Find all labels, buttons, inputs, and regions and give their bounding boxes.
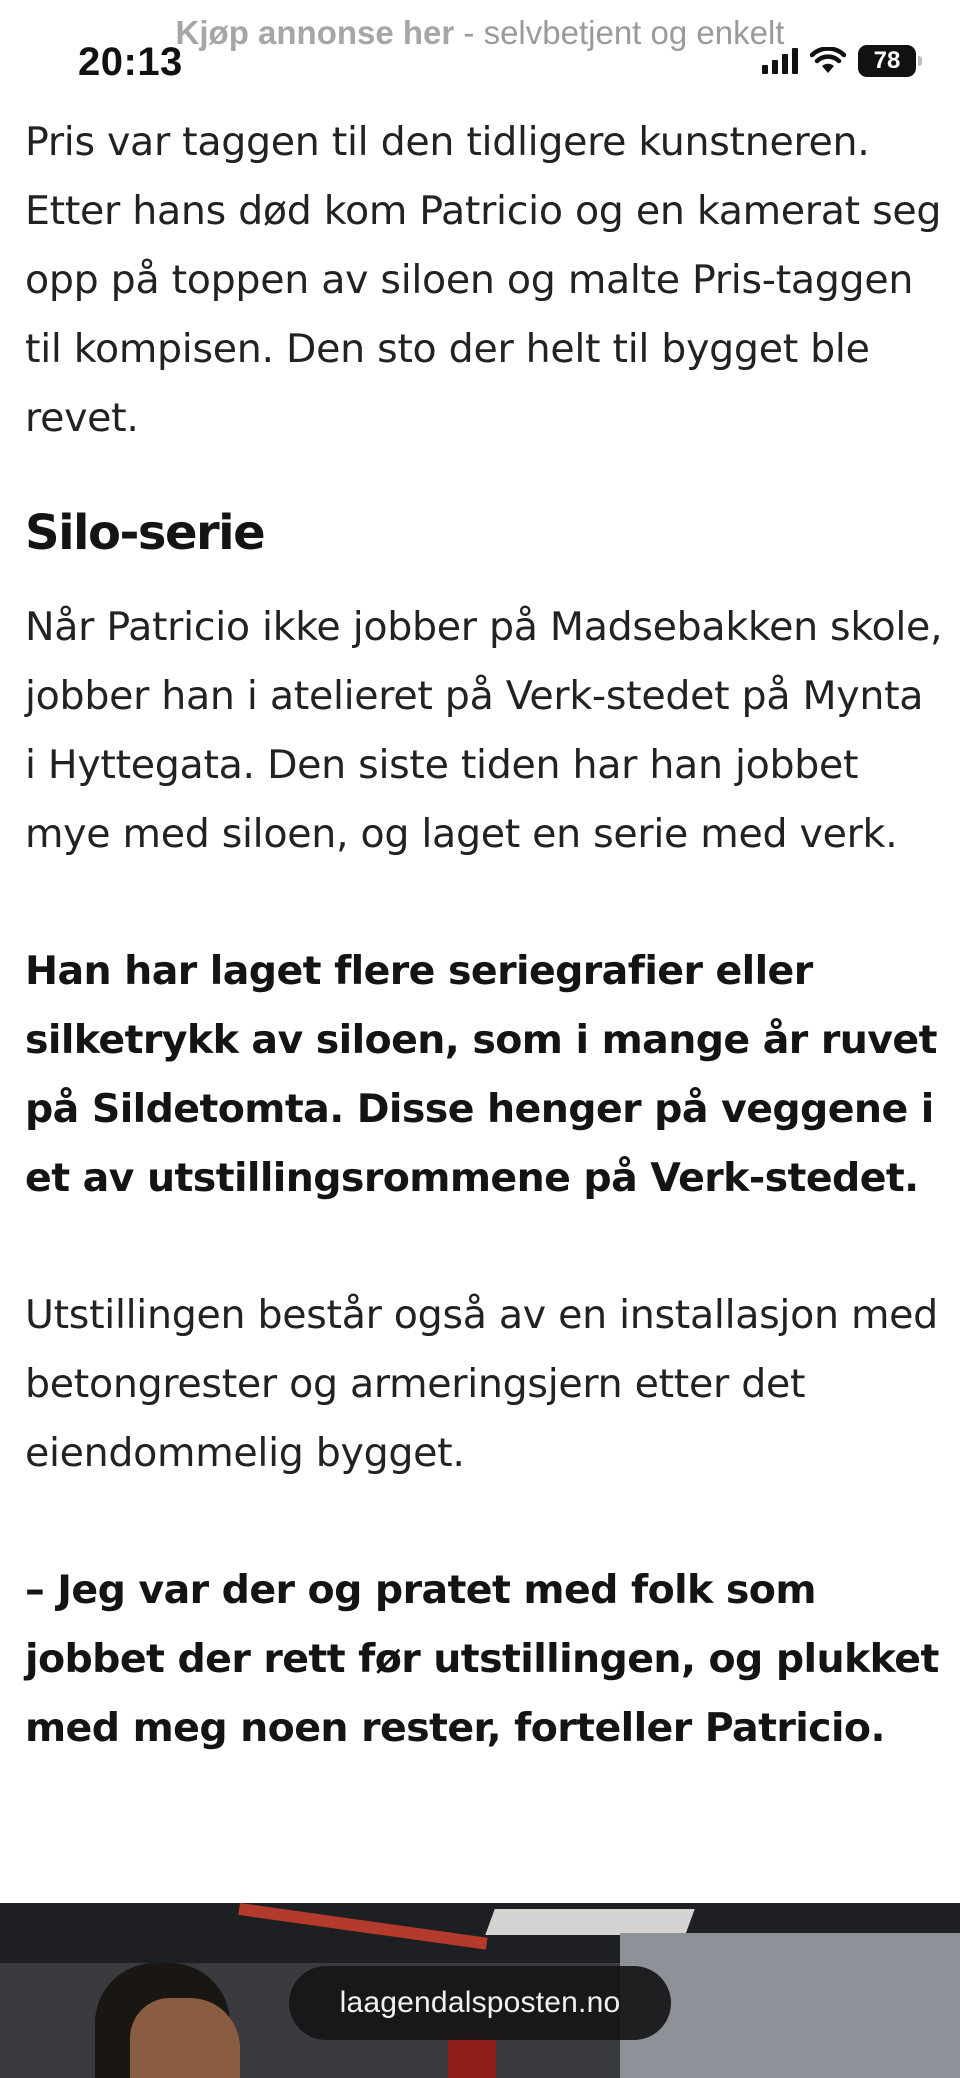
article-subheading: Silo-serie bbox=[25, 505, 265, 561]
photo-ceiling-light bbox=[485, 1909, 694, 1935]
wifi-icon bbox=[810, 47, 846, 75]
ad-banner-title[interactable]: Kjøp annonse her bbox=[175, 14, 455, 51]
article-quote: – Jeg var der og pratet med folk som jobbet der rett før utstillingen, og plukket med meg noen rester, forteller Patricio. bbox=[25, 1567, 939, 1751]
paragraph-spacer bbox=[25, 1488, 945, 1556]
ad-banner-subtitle: - selvbetjent og enkelt bbox=[454, 14, 785, 51]
article-paragraph: Når Patricio ikke jobber på Madsebakken skole, jobber han i atelieret på Verk-stedet på Mynta i Hyttegata. Den siste tiden har han jobbet mye med siloen, og laget en serie med verk. bbox=[25, 604, 943, 857]
cellular-signal-icon bbox=[762, 48, 798, 74]
browser-url-bar[interactable] bbox=[289, 1966, 671, 2040]
battery-icon bbox=[858, 45, 916, 77]
status-time: 20:13 bbox=[78, 40, 183, 84]
article-body bbox=[25, 108, 945, 1763]
article-paragraph: Utstillingen består også av en installasjon med betongrester og armeringsjern etter det eiendommelig bygget. bbox=[25, 1292, 938, 1476]
article-paragraph: Pris var taggen til den tidligere kunstneren. Etter hans død kom Patricio og en kamerat seg opp på toppen av siloen og malte Pris-taggen til kompisen. Den sto der helt til bygget ble revet. bbox=[25, 119, 942, 441]
paragraph-spacer bbox=[25, 869, 945, 937]
status-icons bbox=[762, 44, 916, 78]
battery-level: 78 bbox=[873, 47, 901, 74]
browser-url-text[interactable]: laagendalsposten.no bbox=[339, 1986, 621, 2019]
status-bar bbox=[0, 0, 960, 100]
photo-wall bbox=[620, 1933, 960, 2078]
photo-person-face bbox=[130, 1998, 240, 2078]
article-paragraph-bold: Han har laget flere seriegrafier eller silketrykk av siloen, som i mange år ruvet på Sildetomta. Disse henger på veggene i et av utstillingsrommene på Verk-stedet. bbox=[25, 948, 937, 1201]
paragraph-spacer bbox=[25, 1213, 945, 1281]
